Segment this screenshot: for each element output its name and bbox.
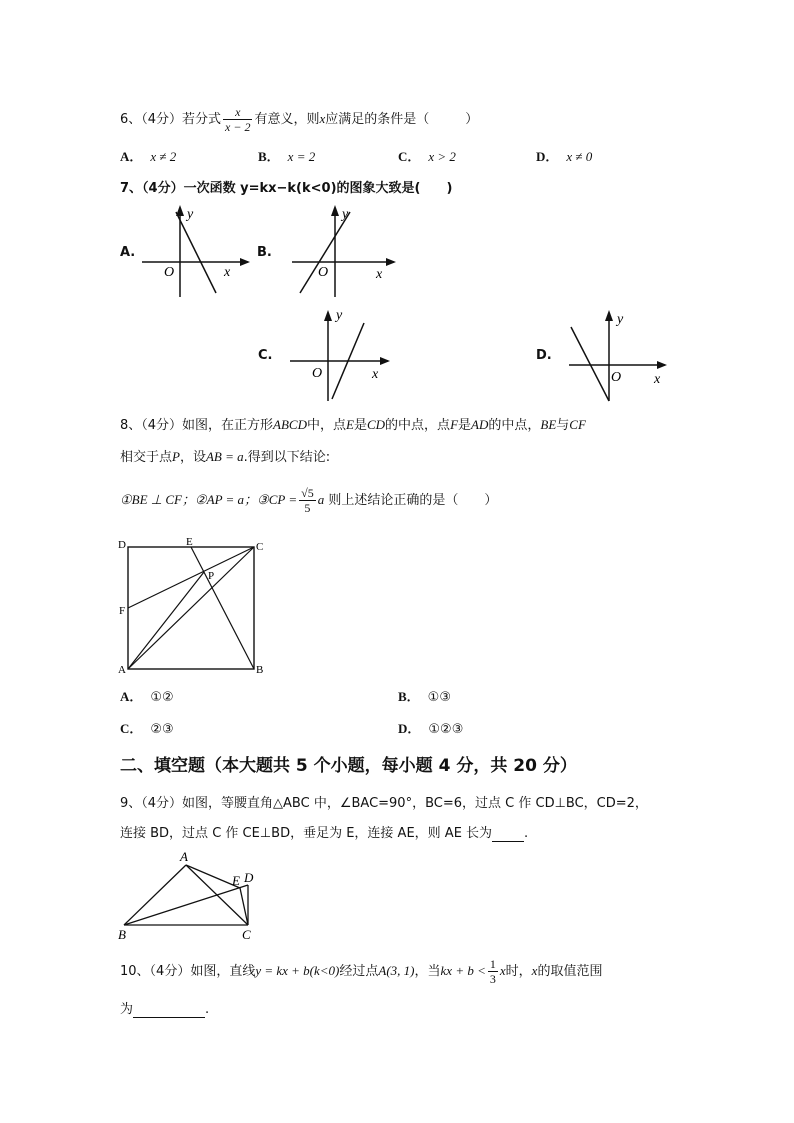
- q6-option-b[interactable]: B． x = 2: [258, 149, 316, 164]
- q10-stem-line1: 10、（4分）如图，直线y = kx + b(k<0)经过点A(3, 1)，当kx + b < $\frac{1}{3}$ x时，x的取值范围: [120, 957, 603, 986]
- q8-label-e: E: [186, 536, 193, 548]
- q8-label-b: B: [256, 664, 264, 675]
- q7-graph-d: [565, 305, 675, 403]
- q8-conclusions: ①BE ⊥ CF；②AP = a；③CP = $\frac{√5}{5}$ a 则上述结论正确的是（ ）: [120, 486, 498, 515]
- q9-label-e: E: [232, 873, 240, 888]
- q8-stem-line1: 8、（4分）如图，在正方形ABCD中，点E是CD的中点，点F是AD的中点，BE与CF: [120, 417, 586, 433]
- q7-graph-c: [288, 305, 398, 403]
- q7-b-origin-label: O: [318, 265, 329, 280]
- q8-option-a[interactable]: A． ①②: [120, 689, 174, 705]
- q9-stem-line2: 连接 BD，过点 C 作 CE⊥BD，垂足为 E，连接 AE，则 AE 长为 .: [120, 826, 529, 841]
- q7-option-a-label[interactable]: A.: [120, 245, 136, 260]
- q7-option-d-label[interactable]: D.: [536, 348, 552, 363]
- q9-triangle-figure: [112, 845, 272, 945]
- q6-option-d[interactable]: D． x ≠ 0: [536, 149, 593, 164]
- q8-label-c: C: [256, 541, 264, 553]
- q9-label-a: A: [180, 849, 188, 864]
- q10-answer-blank[interactable]: [133, 1002, 205, 1018]
- q7-a-x-label: x: [224, 265, 231, 280]
- q7-c-origin-label: O: [312, 366, 323, 381]
- q7-c-y-label: y: [336, 308, 343, 323]
- q6-option-c[interactable]: C． x > 2: [398, 149, 456, 164]
- q7-graph-b: [290, 200, 400, 300]
- q10-stem-line2: 为 .: [120, 1002, 210, 1017]
- section-title: 二、填空题（本大题共 5 个小题，每小题 4 分，共 20 分）: [120, 756, 577, 776]
- q8-fraction: $\frac{√5}{5}$: [301, 486, 314, 515]
- q7-option-b-label[interactable]: B.: [257, 245, 272, 260]
- q9-answer-blank[interactable]: [492, 826, 524, 842]
- q8-label-a: A: [118, 664, 126, 675]
- q8-label-d: D: [118, 539, 126, 551]
- q10-fraction: $\frac{1}{3}$: [489, 957, 496, 986]
- q9-label-c: C: [242, 927, 251, 942]
- q7-b-x-label: x: [376, 267, 383, 282]
- q9-label-d: D: [244, 870, 254, 885]
- q7-option-c-label[interactable]: C.: [258, 348, 273, 363]
- q7-c-x-label: x: [372, 367, 379, 382]
- q8-option-b[interactable]: B． ①③: [398, 689, 451, 705]
- q6-fraction: $\frac{x}{x - 2}$: [225, 105, 251, 134]
- q8-label-f: F: [119, 605, 126, 617]
- q8-stem-line2: 相交于点P，设AB = a.得到以下结论:: [120, 449, 331, 465]
- q7-stem: 7、（4分）一次函数 y=kx−k(k<0)的图象大致是( ): [120, 181, 453, 196]
- q8-square-figure: [114, 535, 274, 675]
- q7-d-origin-label: O: [611, 370, 622, 385]
- q8-label-p: P: [208, 570, 215, 582]
- q9-label-b: B: [118, 927, 126, 942]
- q7-graph-a: [140, 200, 252, 300]
- q6-option-a[interactable]: A． x ≠ 2: [120, 149, 177, 164]
- q7-d-x-label: x: [654, 372, 661, 387]
- q6-stem: 6、（4分）若分式 $\frac{x}{x - 2}$ 有意义，则x应满足的条件是（ ）: [120, 105, 479, 134]
- q8-option-d[interactable]: D． ①②③: [398, 721, 464, 737]
- q7-a-origin-label: O: [164, 265, 175, 280]
- q7-b-y-label: y: [342, 207, 349, 222]
- q9-stem-line1: 9、（4分）如图，等腰直角△ABC 中，∠BAC=90°，BC=6，过点 C 作 CD⊥BC，CD=2，: [120, 796, 648, 811]
- q7-d-y-label: y: [617, 312, 624, 327]
- q7-a-y-label: y: [187, 207, 194, 222]
- q8-option-c[interactable]: C． ②③: [120, 721, 174, 737]
